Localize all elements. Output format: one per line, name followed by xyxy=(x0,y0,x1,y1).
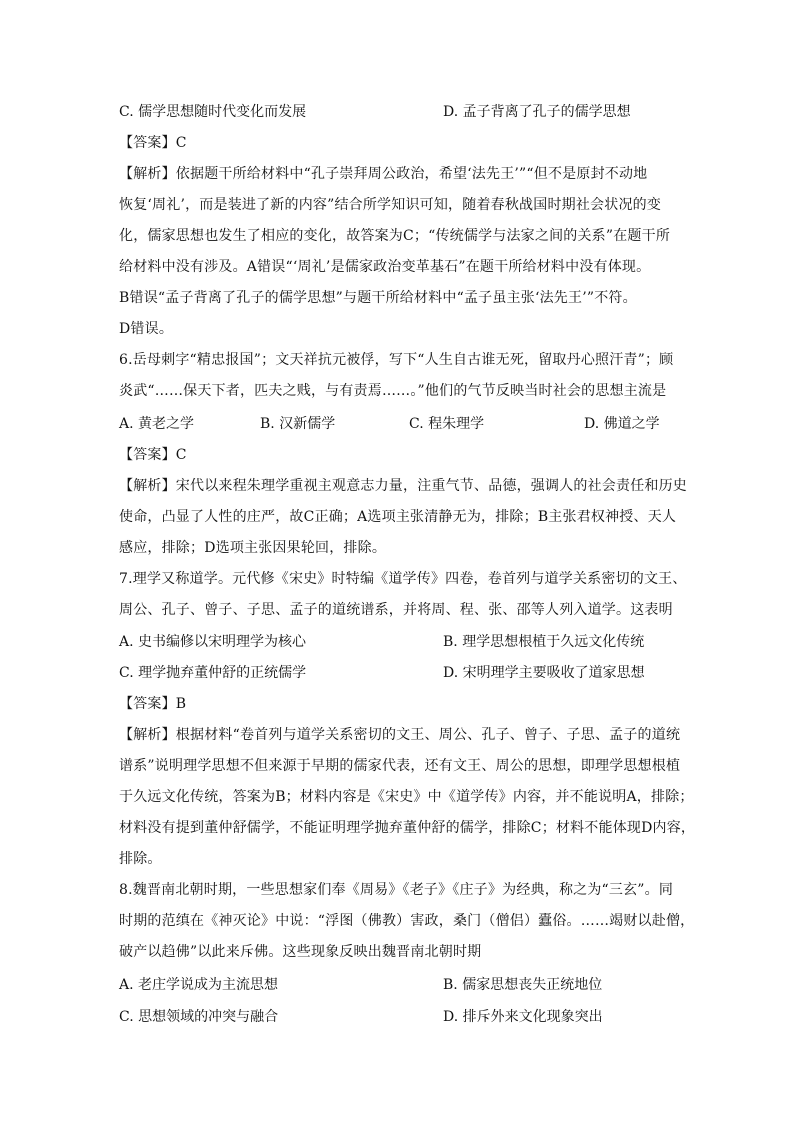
q5-analysis-line: 化，儒家思想也发生了相应的变化，故答案为C；“传统儒学与法家之间的关系”在题干所 xyxy=(119,228,671,244)
q5-answer: 【答案】C xyxy=(119,135,187,151)
q7-analysis-line: 谱系”说明理学思想不但来源于早期的儒家代表，还有文王、周公的思想，即理学思想根植 xyxy=(119,758,681,774)
q7-stem-line: 7.理学又称道学。元代修《宋史》时特编《道学传》四卷，卷首列与道学关系密切的文王、 xyxy=(119,571,687,587)
q6-option-b: B. 汉新儒学 xyxy=(260,416,336,432)
q6-option-a: A. 黄老之学 xyxy=(119,416,195,432)
q6-analysis-line: 使命，凸显了人性的庄严，故C正确；A选项主张清静无为，排除；B主张君权神授、天人 xyxy=(119,509,677,525)
q6-option-c: C. 程朱理学 xyxy=(409,416,485,432)
q7-answer: 【答案】B xyxy=(119,696,187,712)
q6-stem-line: 6.岳母刺字“精忠报国”；文天祥抗元被俘，写下“人生自古谁无死，留取丹心照汗青”；顾 xyxy=(119,352,674,368)
q6-answer: 【答案】C xyxy=(119,447,187,463)
q8-stem-line: 8.魏晋南北朝时期，一些思想家们奉《周易》《老子》《庄子》为经典，称之为“三玄”。同 xyxy=(119,882,674,898)
q6-option-d: D. 佛道之学 xyxy=(584,416,660,432)
q7-analysis-line: 材料没有提到董仲舒儒学，不能证明理学抛弃董仲舒的儒学，排除C；材料不能体现D内容， xyxy=(119,820,696,836)
q7-option-d: D. 宋明理学主要吸收了道家思想 xyxy=(443,665,645,681)
q7-analysis-line: 【解析】根据材料“卷首列与道学关系密切的文王、周公、孔子、曾子、子思、孟子的道统 xyxy=(119,727,681,743)
q8-option-c: C. 思想领域的冲突与融合 xyxy=(119,1009,279,1025)
q8-option-d: D. 排斥外来文化现象突出 xyxy=(443,1009,603,1025)
q8-option-a: A. 老庄学说成为主流思想 xyxy=(119,977,279,993)
q5-option-c: C. 儒学思想随时代变化而发展 xyxy=(119,104,307,120)
q7-stem-line: 周公、孔子、曾子、子思、孟子的道统谱系，并将周、程、张、邵等人列入道学。这表明 xyxy=(119,602,673,618)
q8-option-b: B. 儒家思想丧失正统地位 xyxy=(443,977,603,993)
q7-option-c: C. 理学抛弃董仲舒的正统儒学 xyxy=(119,665,307,681)
q7-option-b: B. 理学思想根植于久远文化传统 xyxy=(443,634,645,650)
q6-analysis-line: 【解析】宋代以来程朱理学重视主观意志力量，注重气节、品德，强调人的社会责任和历史 xyxy=(119,478,687,494)
q5-analysis-line: 给材料中没有涉及。A错误“‘周礼’是儒家政治变革基石”在题干所给材料中没有体现。 xyxy=(119,259,651,275)
q5-option-d: D. 孟子背离了孔子的儒学思想 xyxy=(443,104,631,120)
q6-stem-line: 炎武“……保天下者，匹夫之贱，与有责焉……。”他们的气节反映当时社会的思想主流是 xyxy=(119,383,667,399)
q5-analysis-line: D错误。 xyxy=(119,321,174,337)
q5-analysis-line: 恢复‘周礼’，而是装进了新的内容”结合所学知识可知，随着春秋战国时期社会状况的变 xyxy=(119,197,662,213)
q6-analysis-line: 感应，排除；D选项主张因果轮回，排除。 xyxy=(119,540,387,556)
q8-stem-line: 破产以趋佛”以此来斥佛。这些现象反映出魏晋南北朝时期 xyxy=(119,944,482,960)
q5-analysis-line: B错误“孟子背离了孔子的儒学思想”与题干所给材料中“孟子虽主张‘法先王’”不符。 xyxy=(119,290,637,306)
q7-analysis-line: 于久远文化传统，答案为B；材料内容是《宋史》中《道学传》内容，并不能说明A，排除； xyxy=(119,789,694,805)
q7-option-a: A. 史书编修以宋明理学为核心 xyxy=(119,634,307,650)
q7-analysis-line: 排除。 xyxy=(119,851,162,867)
q5-analysis-line: 【解析】依据题干所给材料中“孔子崇拜周公政治，希望‘法先王’”“但不是原封不动地 xyxy=(119,166,648,182)
q8-stem-line: 时期的范缜在《神灭论》中说：“浮图（佛教）害政，桑门（僧侣）蠹俗。……竭财以赴僧， xyxy=(119,913,695,929)
